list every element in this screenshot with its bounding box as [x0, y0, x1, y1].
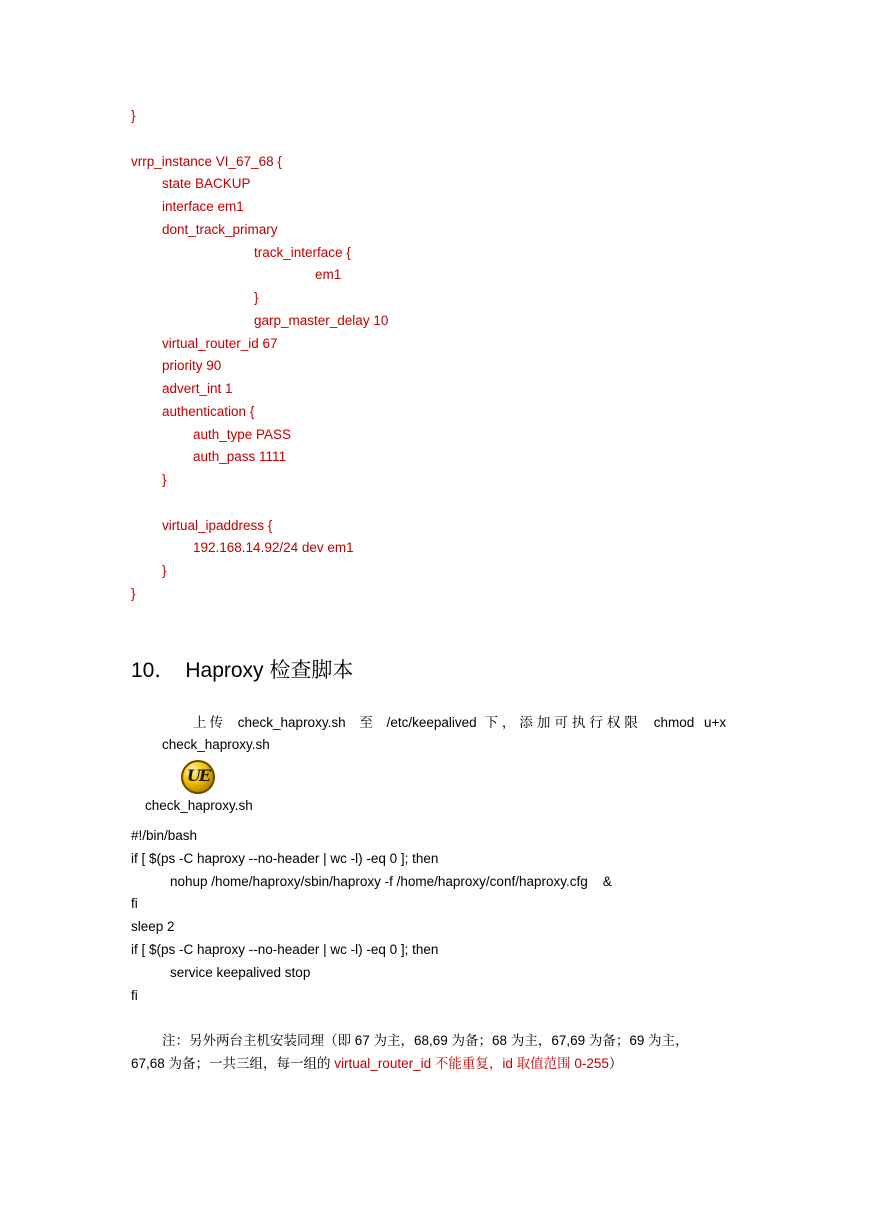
config-line: garp_master_delay 10 [254, 313, 389, 328]
config-line: 192.168.14.92/24 dev em1 [193, 540, 354, 555]
upload-line-2: check_haproxy.sh [162, 737, 270, 752]
config-line: virtual_router_id 67 [162, 336, 278, 351]
config-line: authentication { [162, 404, 255, 419]
config-line: auth_type PASS [193, 427, 292, 442]
config-line: } [162, 563, 167, 578]
word: check_haproxy.sh [237, 715, 346, 730]
attachment-filename[interactable]: check_haproxy.sh [145, 798, 253, 813]
config-line: state BACKUP [162, 176, 251, 191]
config-line: } [131, 108, 136, 123]
section-title: Haproxy 检查脚本 [185, 659, 354, 682]
config-line: interface em1 [162, 199, 244, 214]
config-line: priority 90 [162, 358, 222, 373]
word: chmod [653, 715, 695, 730]
section-number: 10． [131, 659, 176, 682]
script-line: if [ $(ps -C haproxy --no-header | wc -l) -eq 0 ]; then [131, 851, 439, 866]
config-line: vrrp_instance VI_67_68 { [131, 154, 282, 169]
word: 至 [359, 715, 373, 730]
word: 下，添加可执行权限 [484, 715, 642, 730]
script-line: #!/bin/bash [131, 828, 198, 843]
config-line: } [162, 472, 167, 487]
config-line: } [131, 586, 136, 601]
config-line: } [254, 290, 259, 305]
word: /etc/keepalived [386, 715, 477, 730]
ultraedit-file-icon[interactable]: UE [181, 760, 215, 794]
note-close-paren: ） [608, 1056, 623, 1071]
config-line: virtual_ipaddress { [162, 518, 273, 533]
config-line: em1 [315, 267, 342, 282]
config-line: track_interface { [254, 245, 351, 260]
config-line: advert_int 1 [162, 381, 233, 396]
note-warning: virtual_router_id 不能重复，id 取值范围 0-255 [334, 1056, 609, 1071]
section-heading [131, 657, 353, 685]
config-line: dont_track_primary [162, 222, 278, 237]
script-line: fi [131, 988, 138, 1003]
script-line: sleep 2 [131, 919, 175, 934]
upload-line-1 [193, 714, 726, 732]
word: u+x [704, 715, 727, 730]
note-line-1: 注：另外两台主机安装同理（即 67 为主，68,69 为备；68 为主，67,69 为备；69 为主， [162, 1033, 689, 1048]
word: 上传 [193, 715, 226, 730]
note-line-2 [131, 1055, 622, 1073]
config-line: auth_pass 1111 [193, 449, 287, 464]
script-line: fi [131, 896, 138, 911]
script-line: service keepalived stop [170, 965, 311, 980]
script-line: nohup /home/haproxy/sbin/haproxy -f /home/haproxy/conf/haproxy.cfg & [170, 874, 612, 889]
note-text: 67,68 为备；一共三组，每一组的 [131, 1056, 335, 1071]
script-line: if [ $(ps -C haproxy --no-header | wc -l) -eq 0 ]; then [131, 942, 439, 957]
